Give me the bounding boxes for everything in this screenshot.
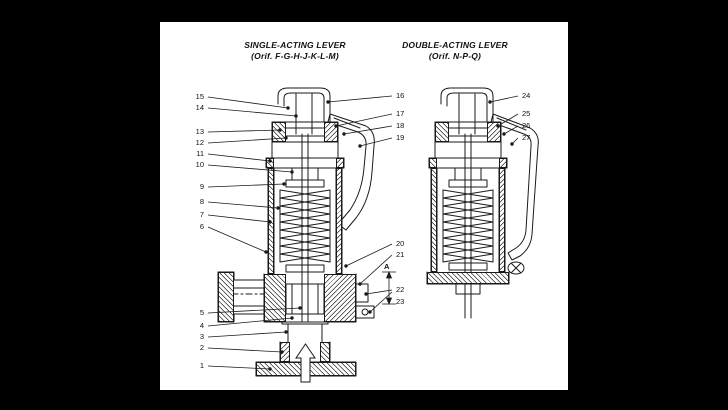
callout-5: 5 (199, 308, 204, 317)
callout-7: 7 (199, 210, 204, 219)
callout-19: 19 (396, 133, 405, 142)
callout-12: 12 (195, 138, 204, 147)
callout-14: 14 (195, 103, 204, 112)
callout-23: 23 (396, 297, 405, 306)
callout-27: 27 (522, 133, 531, 142)
dimension-label-a: A (384, 262, 390, 271)
drawing-sheet (160, 22, 568, 390)
callout-1: 1 (199, 361, 204, 370)
callout-8: 8 (199, 197, 204, 206)
callout-11: 11 (196, 149, 204, 158)
leader-lines (160, 22, 568, 390)
callout-26: 26 (522, 121, 531, 130)
callout-22: 22 (396, 285, 405, 294)
callout-25: 25 (522, 109, 531, 118)
callout-13: 13 (195, 127, 204, 136)
callout-17: 17 (396, 109, 405, 118)
callout-6: 6 (199, 222, 204, 231)
callout-9: 9 (199, 182, 204, 191)
title-double-acting-sub: (Orif. N-P-Q) (428, 51, 482, 61)
callout-3: 3 (199, 332, 204, 341)
title-single-acting-sub: (Orif. F-G-H-J-K-L-M) (251, 51, 339, 61)
callout-24: 24 (522, 91, 531, 100)
callout-21: 21 (396, 250, 405, 259)
callout-2: 2 (199, 343, 204, 352)
callout-4: 4 (199, 321, 204, 330)
callout-10: 10 (195, 160, 204, 169)
callout-16: 16 (396, 91, 405, 100)
callout-18: 18 (396, 121, 405, 130)
callout-15: 15 (195, 92, 204, 101)
callout-20: 20 (396, 239, 405, 248)
title-double-acting-main: DOUBLE-ACTING LEVER (402, 40, 508, 50)
title-single-acting-main: SINGLE-ACTING LEVER (244, 40, 346, 50)
